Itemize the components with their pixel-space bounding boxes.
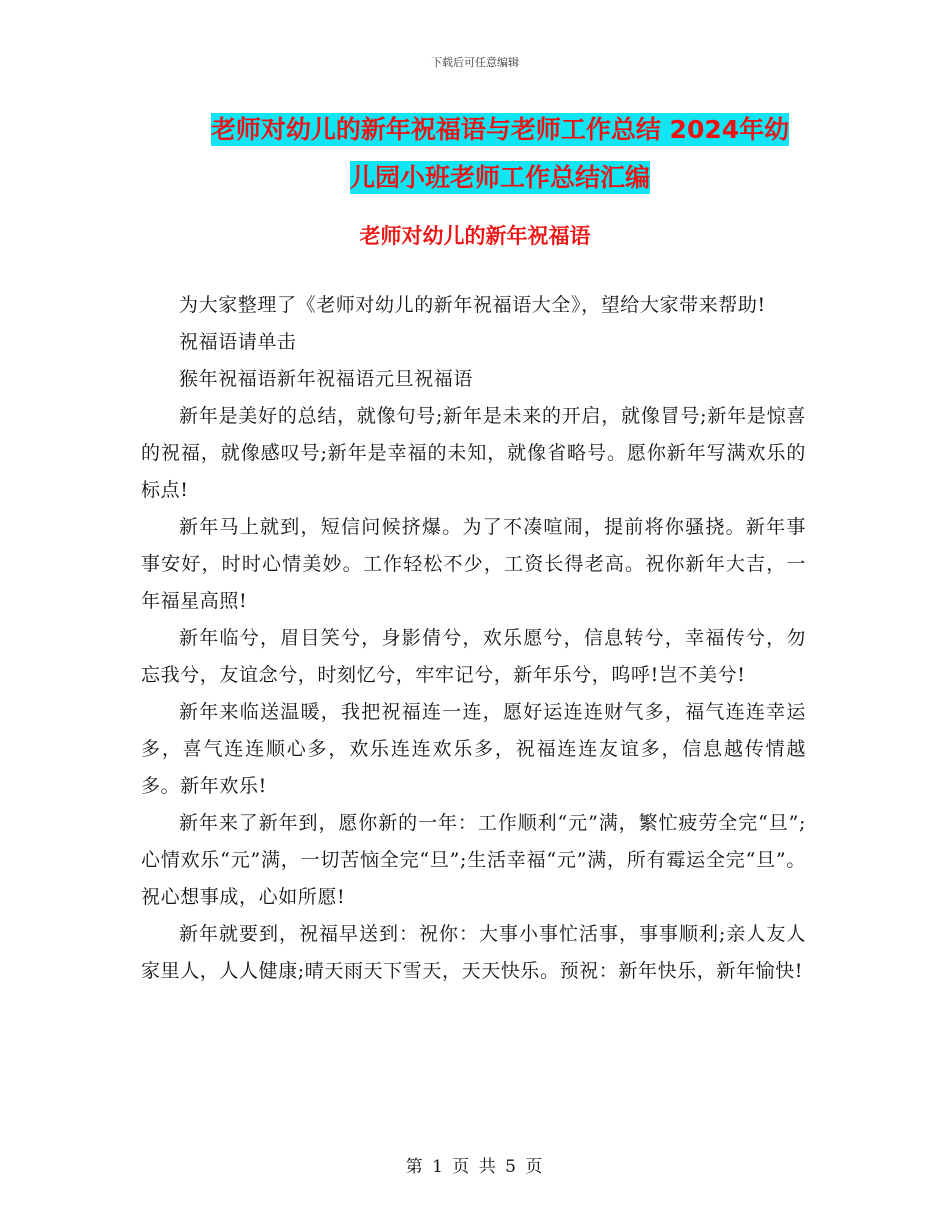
document-body [141, 287, 806, 990]
paragraph-greeting: 新年就要到，祝福早送到：祝你：大事小事忙活事，事事顺利;亲人友人家里人，人人健康;晴天雨天下雪天，天天快乐。预祝：新年快乐，新年愉快! [141, 923, 806, 982]
section-title: 老师对幼儿的新年祝福语 [359, 224, 591, 248]
paragraph-categories: 猴年祝福语新年祝福语元旦祝福语 [179, 368, 474, 390]
paragraph-greeting: 新年是美好的总结，就像句号;新年是未来的开启，就像冒号;新年是惊喜的祝福，就像感叹号;新年是幸福的未知，就像省略号。愿你新年写满欢乐的标点! [141, 405, 806, 501]
paragraph-greeting: 新年来临送温暖，我把祝福连一连，愿好运连连财气多，福气连连幸运多，喜气连连顺心多，欢乐连连欢乐多，祝福连连友谊多，信息越传情越多。新年欢乐! [141, 701, 806, 797]
paragraph-click-hint: 祝福语请单击 [179, 331, 297, 353]
title-line-1: 老师对幼儿的新年祝福语与老师工作总结 2024年幼 [210, 115, 790, 144]
document-title [160, 106, 840, 202]
paragraph-intro: 为大家整理了《老师对幼儿的新年祝福语大全》，望给大家带来帮助! [179, 294, 766, 316]
paragraph-greeting: 新年临兮，眉目笑兮，身影倩兮，欢乐愿兮，信息转兮，幸福传兮，勿忘我兮，友谊念兮，时刻忆兮，牢牢记兮，新年乐兮，呜呼!岂不美兮! [141, 627, 806, 686]
title-line-2: 儿园小班老师工作总结汇编 [349, 163, 650, 192]
header-note: 下载后可任意编辑 [431, 56, 519, 69]
page-footer: 第 1 页 共 5 页 [405, 1157, 545, 1177]
paragraph-greeting: 新年马上就到，短信问候挤爆。为了不凑喧闹，提前将你骚挠。新年事事安好，时时心情美妙。工作轻松不少，工资长得老高。祝你新年大吉，一年福星高照! [141, 516, 806, 612]
paragraph-greeting: 新年来了新年到，愿你新的一年：工作顺利“元”满，繁忙疲劳全完“旦”;心情欢乐“元”满，一切苦恼全完“旦”;生活幸福“元”满，所有霉运全完“旦”。祝心想事成，心如所愿! [141, 812, 806, 908]
